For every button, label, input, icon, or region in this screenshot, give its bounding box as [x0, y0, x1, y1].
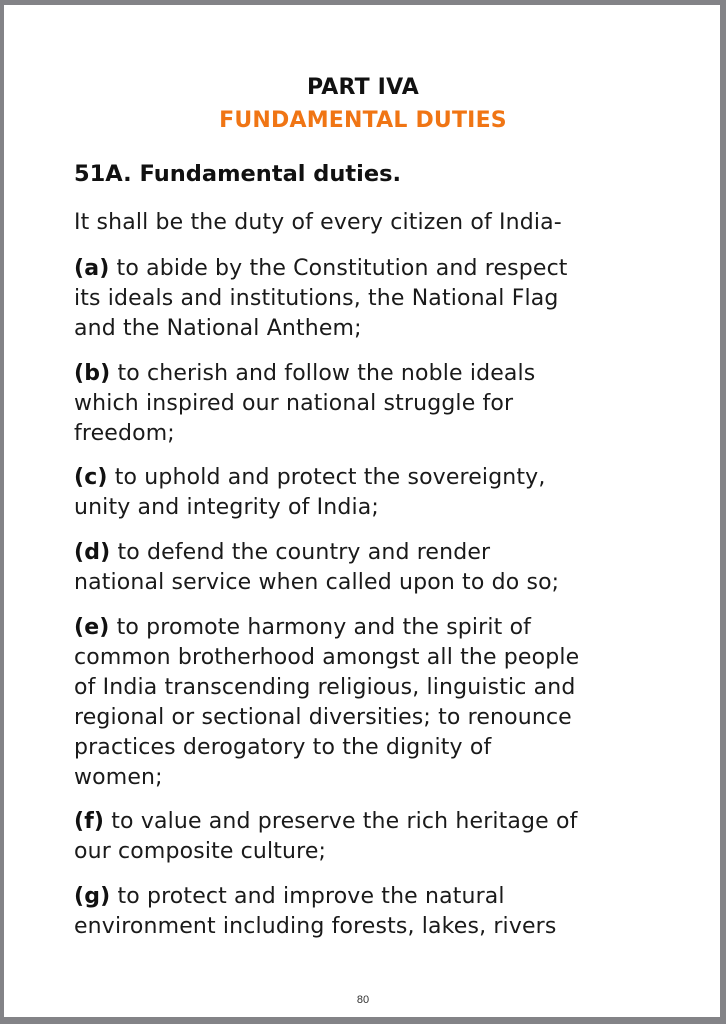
- clause-d: [74, 538, 714, 598]
- intro-text: It shall be the duty of every citizen of India-: [74, 210, 562, 235]
- clause-text: freedom;: [74, 421, 175, 446]
- clause-text: of India transcending religious, linguistic and: [74, 675, 576, 700]
- page-number: 80: [356, 994, 370, 1006]
- section-intro: [74, 208, 714, 238]
- clause-text: our composite culture;: [74, 839, 327, 864]
- clause-g: [74, 882, 714, 942]
- clause-text: which inspired our national struggle for: [74, 391, 514, 416]
- clause-text: to protect and improve the natural: [110, 884, 505, 909]
- clause-text: to uphold and protect the sovereignty,: [107, 465, 546, 490]
- clause-label: (b): [74, 361, 111, 386]
- clause-label: (c): [74, 465, 108, 490]
- clause-text: its ideals and institutions, the National Flag: [74, 286, 559, 311]
- clause-text: unity and integrity of India;: [74, 495, 379, 520]
- clause-text: national service when called upon to do so;: [74, 570, 560, 595]
- clause-text: to abide by the Constitution and respect: [109, 256, 568, 281]
- section-title: 51A. Fundamental duties.: [74, 161, 402, 187]
- clause-label: (g): [74, 884, 111, 909]
- clause-text: and the National Anthem;: [74, 316, 362, 341]
- clause-text: women;: [74, 765, 163, 790]
- clause-label: (d): [74, 540, 111, 565]
- clause-label: (e): [74, 615, 110, 640]
- clause-text: to value and preserve the rich heritage of: [104, 809, 578, 834]
- clause-c: [74, 463, 714, 523]
- clause-f: [74, 807, 714, 867]
- clause-text: to promote harmony and the spirit of: [109, 615, 532, 640]
- clause-text: regional or sectional diversities; to renounce: [74, 705, 572, 730]
- clause-e: [74, 613, 714, 793]
- clause-label: (a): [74, 256, 110, 281]
- clause-text: to cherish and follow the noble ideals: [110, 361, 536, 386]
- part-title-heading: FUNDAMENTAL DUTIES: [219, 108, 507, 133]
- clause-label: (f): [74, 809, 105, 834]
- clause-text: common brotherhood amongst all the people: [74, 645, 580, 670]
- clause-b: [74, 359, 714, 449]
- clause-a: [74, 254, 714, 344]
- clause-text: environment including forests, lakes, rivers: [74, 914, 557, 939]
- clause-text: practices derogatory to the dignity of: [74, 735, 492, 760]
- part-heading: PART IVA: [306, 75, 420, 100]
- clause-text: to defend the country and render: [110, 540, 491, 565]
